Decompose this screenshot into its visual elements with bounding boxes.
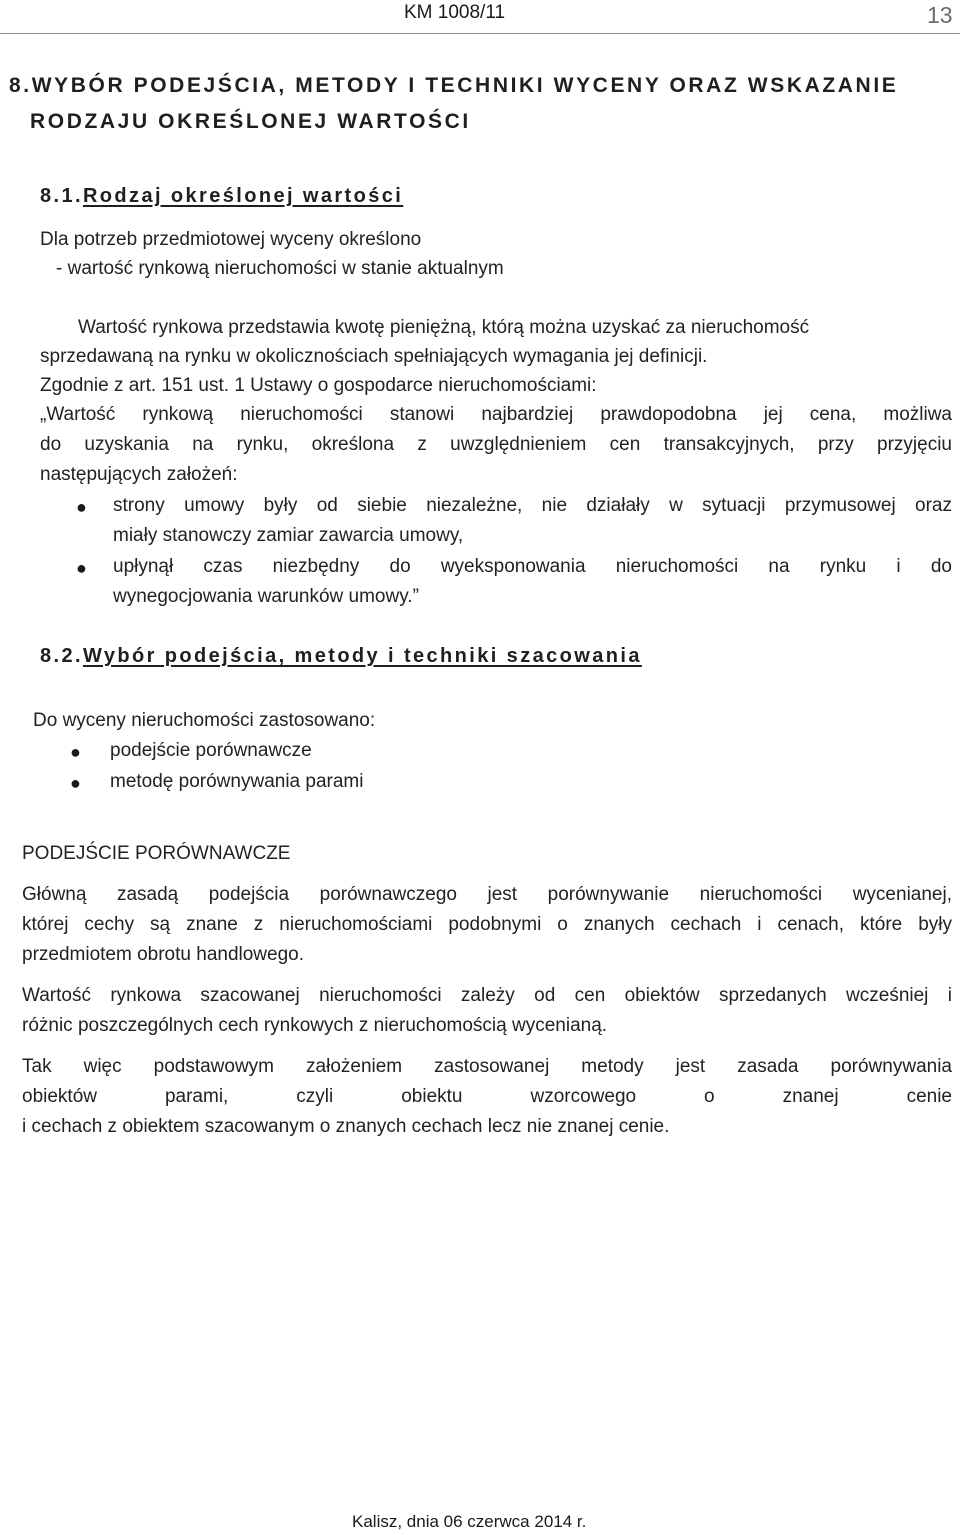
- paragraph-line: Wartość rynkowa szacowanej nieruchomości zależy od cen obiektów sprzedanych wcześniej i: [22, 985, 952, 1006]
- approach-heading: PODEJŚCIE PORÓWNAWCZE: [22, 843, 291, 864]
- paragraph-line: i cechach z obiektem szacowanym o znanych cechach lecz nie znanej cenie.: [22, 1116, 670, 1137]
- intro-value-type: - wartość rynkową nieruchomości w stanie aktualnym: [56, 258, 504, 279]
- paragraph-line: której cechy są znane z nieruchomościami podobnymi o znanych cechach i cenach, które były: [22, 914, 952, 935]
- definition-line: Zgodnie z art. 151 ust. 1 Ustawy o gospodarce nieruchomościami:: [40, 375, 597, 396]
- subsection-title: Rodzaj określonej wartości: [82, 185, 404, 207]
- paragraph-line: Główną zasadą podejścia porównawczego jest porównywanie nieruchomości wycenianej,: [22, 884, 952, 905]
- bullet-text: upłynął czas niezbędny do wyeksponowania nieruchomości na rynku i do: [113, 556, 952, 577]
- page-number: 13: [927, 2, 953, 28]
- quote-line: następujących założeń:: [40, 464, 238, 485]
- applied-item: metodę porównywania parami: [110, 771, 364, 792]
- paragraph-line: obiektów parami, czyli obiektu wzorcowego o znanej cenie: [22, 1086, 952, 1107]
- paragraph-line: Tak więc podstawowym założeniem zastosowanej metody jest zasada porównywania: [22, 1056, 952, 1077]
- quote-line: „Wartość rynkową nieruchomości stanowi najbardziej prawdopodobna jej cena, możliwa: [40, 404, 952, 425]
- bullet-icon: ●: [76, 558, 87, 578]
- subsection-8-2-heading: [40, 645, 642, 668]
- section-title-line1: 8.WYBÓR PODEJŚCIA, METODY I TECHNIKI WYCENY ORAZ WSKAZANIE: [9, 74, 899, 97]
- paragraph-line: różnic poszczególnych cech rynkowych z nieruchomością wycenianą.: [22, 1015, 608, 1036]
- bullet-icon: ●: [70, 773, 81, 793]
- bullet-text: strony umowy były od siebie niezależne, nie działały w sytuacji przymusowej oraz: [113, 495, 952, 516]
- subsection-number: 8.1.: [40, 185, 83, 207]
- quote-line: do uzyskania na rynku, określona z uwzględnieniem cen transakcyjnych, przy przyjęciu: [40, 434, 952, 455]
- paragraph-line: przedmiotem obrotu handlowego.: [22, 944, 305, 965]
- subsection-title: Wybór podejścia, metody i techniki szacowania: [82, 645, 642, 667]
- bullet-text: miały stanowczy zamiar zawarcia umowy,: [113, 525, 464, 546]
- document-id: KM 1008/11: [404, 2, 506, 23]
- bullet-text: wynegocjowania warunków umowy.”: [113, 586, 419, 607]
- subsection-number: 8.2.: [40, 645, 83, 667]
- header-divider: [0, 33, 960, 34]
- bullet-icon: ●: [70, 742, 81, 762]
- definition-line: sprzedawaną na rynku w okolicznościach spełniających wymagania jej definicji.: [40, 346, 708, 367]
- bullet-icon: ●: [76, 497, 87, 517]
- footer-date: Kalisz, dnia 06 czerwca 2014 r.: [352, 1512, 587, 1531]
- section-title-line2: RODZAJU OKREŚLONEJ WARTOŚCI: [30, 110, 471, 133]
- applied-item: podejście porównawcze: [110, 740, 312, 761]
- definition-line: Wartość rynkowa przedstawia kwotę pieniężną, którą można uzyskać za nieruchomość: [78, 317, 810, 338]
- applied-intro: Do wyceny nieruchomości zastosowano:: [33, 710, 376, 731]
- subsection-8-1-heading: [40, 185, 403, 208]
- intro-line: Dla potrzeb przedmiotowej wyceny określono: [40, 229, 422, 250]
